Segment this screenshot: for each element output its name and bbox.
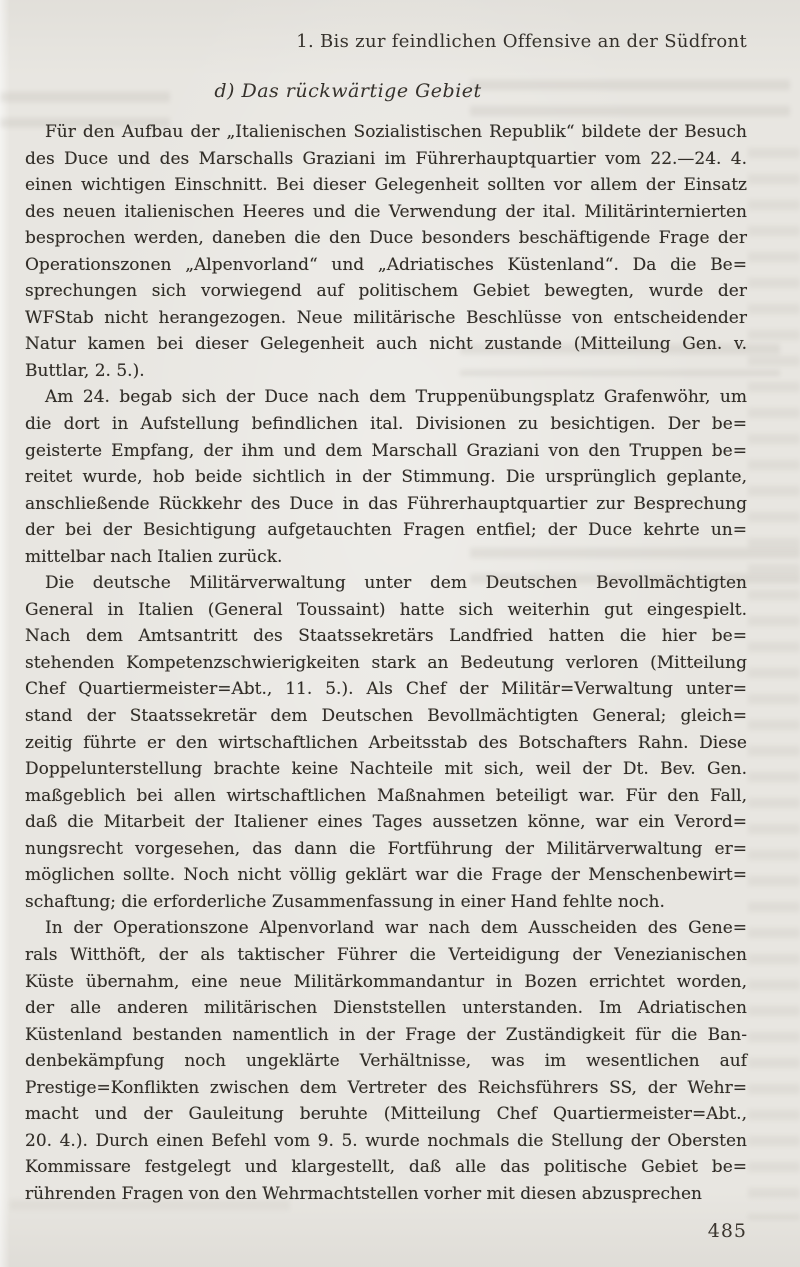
text-line: Operationszonen „Alpenvorland“ und „Adriatisches Küstenland“. Da die Be=: [25, 254, 747, 275]
text-block: [25, 119, 747, 1207]
paragraph: [25, 119, 747, 384]
text-line: rührenden Fragen von den Wehrmachtstellen vorher mit diesen abzusprechen: [25, 1183, 702, 1204]
text-line: Kommissare festgelegt und klargestellt, daß alle das politische Gebiet be=: [25, 1157, 747, 1178]
text-line: 20. 4.). Durch einen Befehl vom 9. 5. wurde nochmals die Stellung der Obersten: [25, 1130, 747, 1151]
text-line: Nach dem Amtsantritt des Staatssekretärs Landfried hatten die hier be=: [25, 626, 747, 647]
paragraph: [25, 384, 747, 570]
text-line: einen wichtigen Einschnitt. Bei dieser Gelegenheit sollten vor allem der Einsatz: [25, 175, 747, 196]
text-line: stehenden Kompetenzschwierigkeiten stark an Bedeutung verloren (Mitteilung: [25, 652, 747, 673]
text-line: geisterte Empfang, der ihm und dem Marschall Graziani von den Truppen be=: [25, 440, 747, 461]
text-line: Chef Quartiermeister=Abt., 11. 5.). Als Chef der Militär=Verwaltung unter=: [25, 679, 747, 700]
text-line: anschließende Rückkehr des Duce in das Führerhauptquartier zur Besprechung: [25, 493, 747, 514]
text-line: macht und der Gauleitung beruhte (Mitteilung Chef Quartiermeister=Abt.,: [25, 1104, 747, 1125]
text-line: des Duce und des Marschalls Graziani im Führerhauptquartier vom 22.—24. 4.: [25, 148, 747, 169]
text-line: rals Witthöft, der als taktischer Führer die Verteidigung der Venezianischen: [25, 944, 747, 965]
text-line: der alle anderen militärischen Dienststellen unterstanden. Im Adriatischen: [25, 998, 747, 1019]
text-line: Küstenland bestanden namentlich in der Frage der Zuständigkeit für die Ban-: [25, 1024, 747, 1045]
text-line: reitet wurde, hob beide sichtlich in der Stimmung. Die ursprünglich geplante,: [25, 467, 747, 488]
page-number: 485: [707, 1220, 747, 1242]
text-line: Prestige=Konflikten zwischen dem Vertreter des Reichsführers SS, der Wehr=: [25, 1077, 747, 1098]
text-line: die dort in Aufstellung befindlichen ital. Divisionen zu besichtigen. Der be=: [25, 414, 747, 435]
text-line: Für den Aufbau der „Italienischen Sozialistischen Republik“ bildete der Besuch: [45, 122, 747, 142]
text-line: mittelbar nach Italien zurück.: [25, 546, 283, 567]
text-line: nungsrecht vorgesehen, das dann die Fortführung der Militärverwaltung er=: [25, 838, 747, 859]
text-line: General in Italien (General Toussaint) hatte sich weiterhin gut eingespielt.: [25, 599, 747, 620]
text-line: denbekämpfung noch ungeklärte Verhältnisse, was im wesentlichen auf: [25, 1051, 747, 1072]
text-line: WFStab nicht herangezogen. Neue militärische Beschlüsse von entscheidender: [25, 307, 747, 328]
text-line: des neuen italienischen Heeres und die Verwendung der ital. Militärinternierten: [25, 201, 747, 222]
text-line: Doppelunterstellung brachte keine Nachteile mit sich, weil der Dt. Bev. Gen.: [25, 759, 747, 780]
text-line: stand der Staatssekretär dem Deutschen Bevollmächtigten General; gleich=: [25, 706, 747, 727]
text-line: Die deutsche Militärverwaltung unter dem Deutschen Bevollmächtigten: [45, 573, 747, 594]
text-line: Am 24. begab sich der Duce nach dem Truppenübungsplatz Grafenwöhr, um: [45, 387, 747, 408]
bleed-through-artifact: [748, 140, 800, 1220]
text-line: maßgeblich bei allen wirtschaftlichen Maßnahmen beteiligt war. Für den Fall,: [25, 785, 747, 806]
running-header: 1. Bis zur feindlichen Offensive an der Südfront: [296, 31, 747, 52]
text-line: sprechungen sich vorwiegend auf politischem Gebiet bewegten, wurde der: [25, 281, 747, 302]
text-line: möglichen sollte. Noch nicht völlig geklärt war die Frage der Menschenbewirt=: [25, 865, 747, 886]
text-line: der bei der Besichtigung aufgetauchten Fragen entfiel; der Duce kehrte un=: [25, 520, 747, 541]
text-line: schaftung; die erforderliche Zusammenfassung in einer Hand fehlte noch.: [25, 891, 665, 912]
section-heading: d) Das rückwärtige Gebiet: [214, 80, 482, 102]
text-line: In der Operationszone Alpenvorland war nach dem Ausscheiden des Gene=: [45, 918, 747, 939]
text-line: besprochen werden, daneben die den Duce besonders beschäftigende Frage der: [25, 228, 747, 249]
text-line: daß die Mitarbeit der Italiener eines Tages aussetzen könne, war ein Verord=: [25, 812, 747, 833]
text-line: Natur kamen bei dieser Gelegenheit auch nicht zustande (Mitteilung Gen. v.: [25, 334, 747, 355]
paragraph: [25, 915, 747, 1207]
text-line: zeitig führte er den wirtschaftlichen Arbeitsstab des Botschafters Rahn. Diese: [25, 732, 747, 753]
paragraph: [25, 570, 747, 915]
text-line: Buttlar, 2. 5.).: [25, 360, 145, 381]
text-line: Küste übernahm, eine neue Militärkommandantur in Bozen errichtet worden,: [25, 971, 747, 992]
